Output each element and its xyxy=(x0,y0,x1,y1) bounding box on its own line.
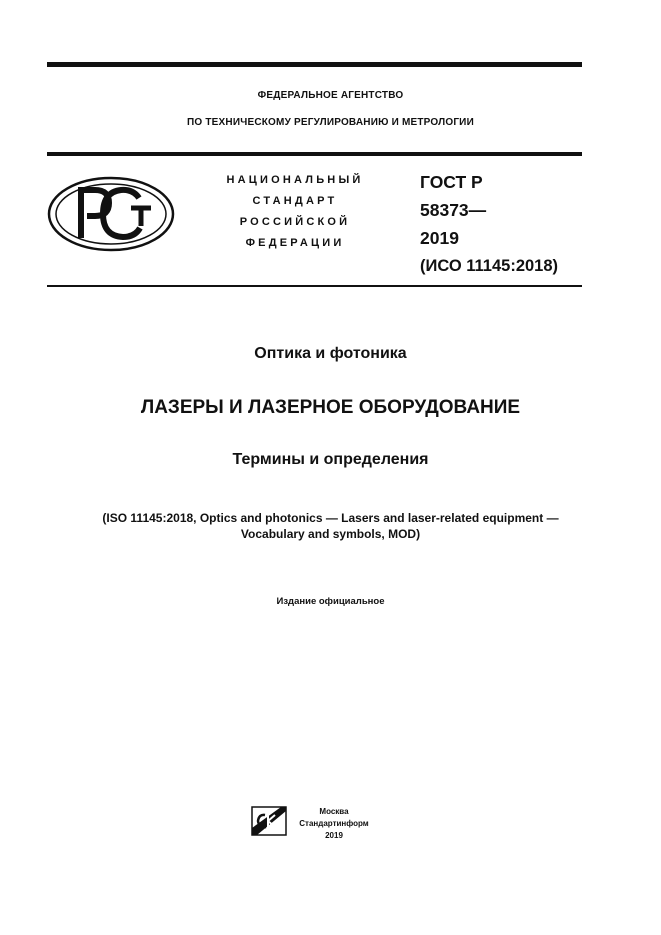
subject-title: Оптика и фотоника xyxy=(254,345,407,362)
header-rule xyxy=(47,152,582,156)
publisher-city: Москва xyxy=(319,807,349,816)
iso-reference-line1: (ISO 11145:2018, Optics and photonics — Lasers and laser-related equipment — xyxy=(102,511,559,525)
gost-designation-line1: ГОСТ Р xyxy=(420,172,483,192)
sub-title: Термины и определения xyxy=(232,451,429,468)
gost-designation-line3: 2019 xyxy=(420,228,459,248)
standartinform-logo-icon xyxy=(251,806,287,836)
agency-name-line1: ФЕДЕРАЛЬНОЕ АГЕНТСТВО xyxy=(257,90,404,101)
publisher-name: Стандартинформ xyxy=(299,819,369,828)
publisher-year: 2019 xyxy=(325,831,343,840)
rst-certification-logo-icon xyxy=(47,176,175,252)
main-title: ЛАЗЕРЫ И ЛАЗЕРНОЕ ОБОРУДОВАНИЕ xyxy=(140,397,521,418)
top-rule xyxy=(47,62,582,67)
agency-name-line2: ПО ТЕХНИЧЕСКОМУ РЕГУЛИРОВАНИЮ И МЕТРОЛОГИИ xyxy=(187,117,474,128)
iso-reference-line2: Vocabulary and symbols, MOD) xyxy=(240,527,421,541)
gost-designation-line2: 58373— xyxy=(420,200,487,220)
standard-type-line4: ФЕДЕРАЦИИ xyxy=(245,237,345,249)
edition-note: Издание официальное xyxy=(276,596,385,607)
standard-block-rule xyxy=(47,285,582,287)
standard-type-line1: НАЦИОНАЛЬНЫЙ xyxy=(226,174,364,186)
standard-type-line2: СТАНДАРТ xyxy=(252,195,338,207)
gost-designation-line4: (ИСО 11145:2018) xyxy=(420,257,559,275)
standard-type-line3: РОССИЙСКОЙ xyxy=(239,216,351,228)
